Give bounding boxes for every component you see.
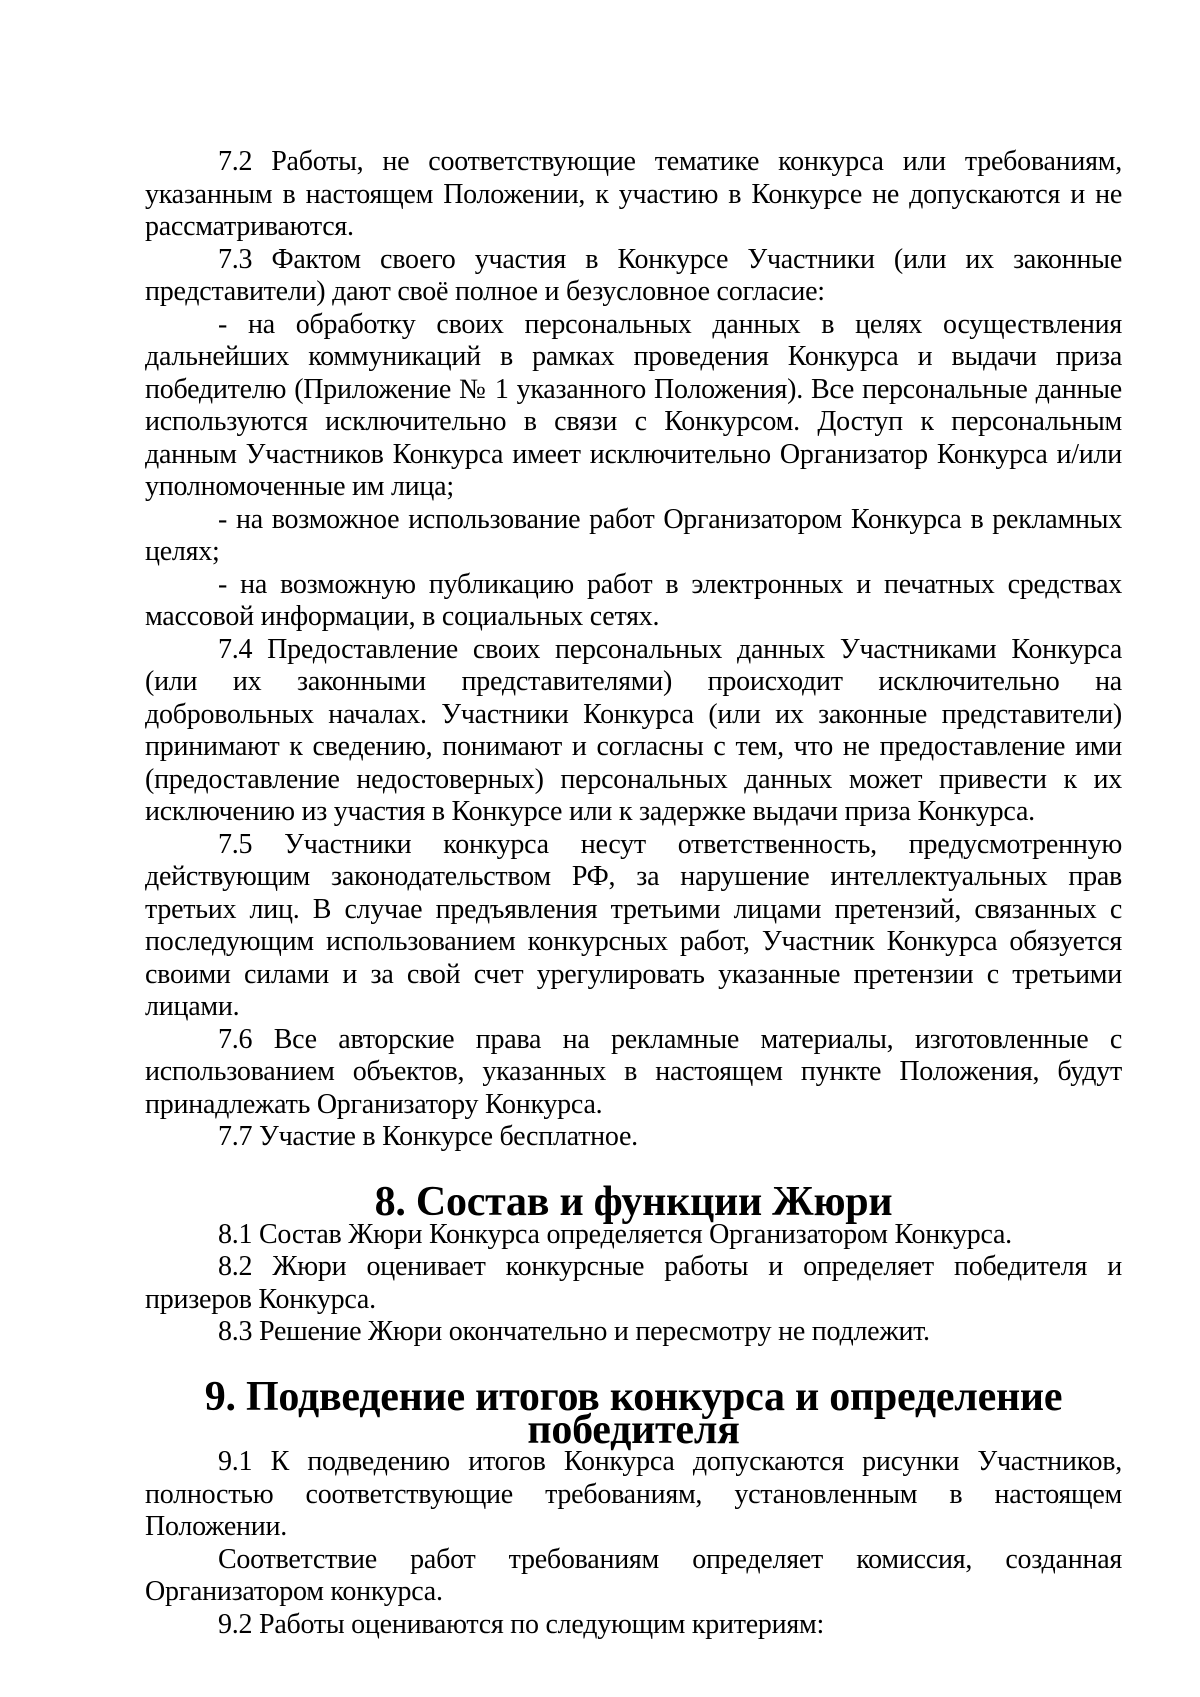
document-page [145, 146, 1122, 1641]
paragraph-7-7: 7.7 Участие в Конкурсе бесплатное. [218, 1121, 638, 1152]
paragraph-9-1: 9.1 К подведению итогов Конкурса допускаются рисунки Участников, полностью соответствующие требованиям, установленным в настоящем Положении. [145, 1446, 1122, 1542]
paragraph-7-5: 7.5 Участники конкурса несут ответственность, предусмотренную действующим законодательством РФ, за нарушение интеллектуальных прав третьих лиц. В случае предъявления третьими лицами претензий, связанных с последующим использованием конкурсных работ, Участник Конкурса обязуется своими силами и за свой счет урегулировать указанные претензии с третьими лицами. [145, 828, 1122, 1022]
paragraph-7-3-item-advertising: - на возможное использование работ Организатором Конкурса в рекламных целях; [145, 503, 1122, 567]
paragraph-7-3-item-personal-data: - на обработку своих персональных данных в целях осуществления дальнейших коммуникаций в рамках проведения Конкурса и выдачи приза победителю (Приложение № 1 указанного Положения). Все персональные данные используются исключительно в связи с Конкурсом. Доступ к персональным данным Участников Конкурса имеет исключительно Организатор Конкурса и/или уполномоченные им лица; [145, 308, 1122, 502]
paragraph-7-3-item-publication: - на возможную публикацию работ в электронных и печатных средствах массовой информации, в социальных сетях. [145, 568, 1122, 632]
paragraph-8-3: 8.3 Решение Жюри окончательно и пересмотру не подлежит. [218, 1316, 930, 1347]
section-9-heading: 9. Подведение итогов конкурса и определение победителя [204, 1374, 1063, 1453]
paragraph-9-1-compliance: Соответствие работ требованиям определяет комиссия, созданная Организатором конкурса. [145, 1543, 1122, 1607]
paragraph-9-2: 9.2 Работы оцениваются по следующим критериям: [218, 1608, 825, 1640]
paragraph-8-2: 8.2 Жюри оценивает конкурсные работы и определяет победителя и призеров Конкурса. [145, 1251, 1122, 1315]
paragraph-7-4: 7.4 Предоставление своих персональных данных Участниками Конкурса (или их законными представителями) происходит исключительно на добровольных началах. Участники Конкурса (или их законные представители) принимают к сведению, понимают и согласны с тем, что не предоставление ими (предоставление недостоверных) персональных данных может привести к их исключению из участия в Конкурсе или к задержке выдачи приза Конкурса. [145, 633, 1122, 827]
paragraph-8-1: 8.1 Состав Жюри Конкурса определяется Организатором Конкурса. [218, 1218, 1012, 1250]
paragraph-7-6: 7.6 Все авторские права на рекламные материалы, изготовленные с использованием объектов, указанных в настоящем пункте Положения, будут принадлежать Организатору Конкурса. [145, 1023, 1122, 1120]
paragraph-7-3: 7.3 Фактом своего участия в Конкурсе Участники (или их законные представители) дают своё полное и безусловное согласие: [145, 243, 1122, 307]
section-8-heading: 8. Состав и функции Жюри [374, 1179, 893, 1225]
paragraph-7-2: 7.2 Работы, не соответствующие тематике конкурса или требованиям, указанным в настоящем Положении, к участию в Конкурсе не допускаются и не рассматриваются. [145, 146, 1122, 242]
